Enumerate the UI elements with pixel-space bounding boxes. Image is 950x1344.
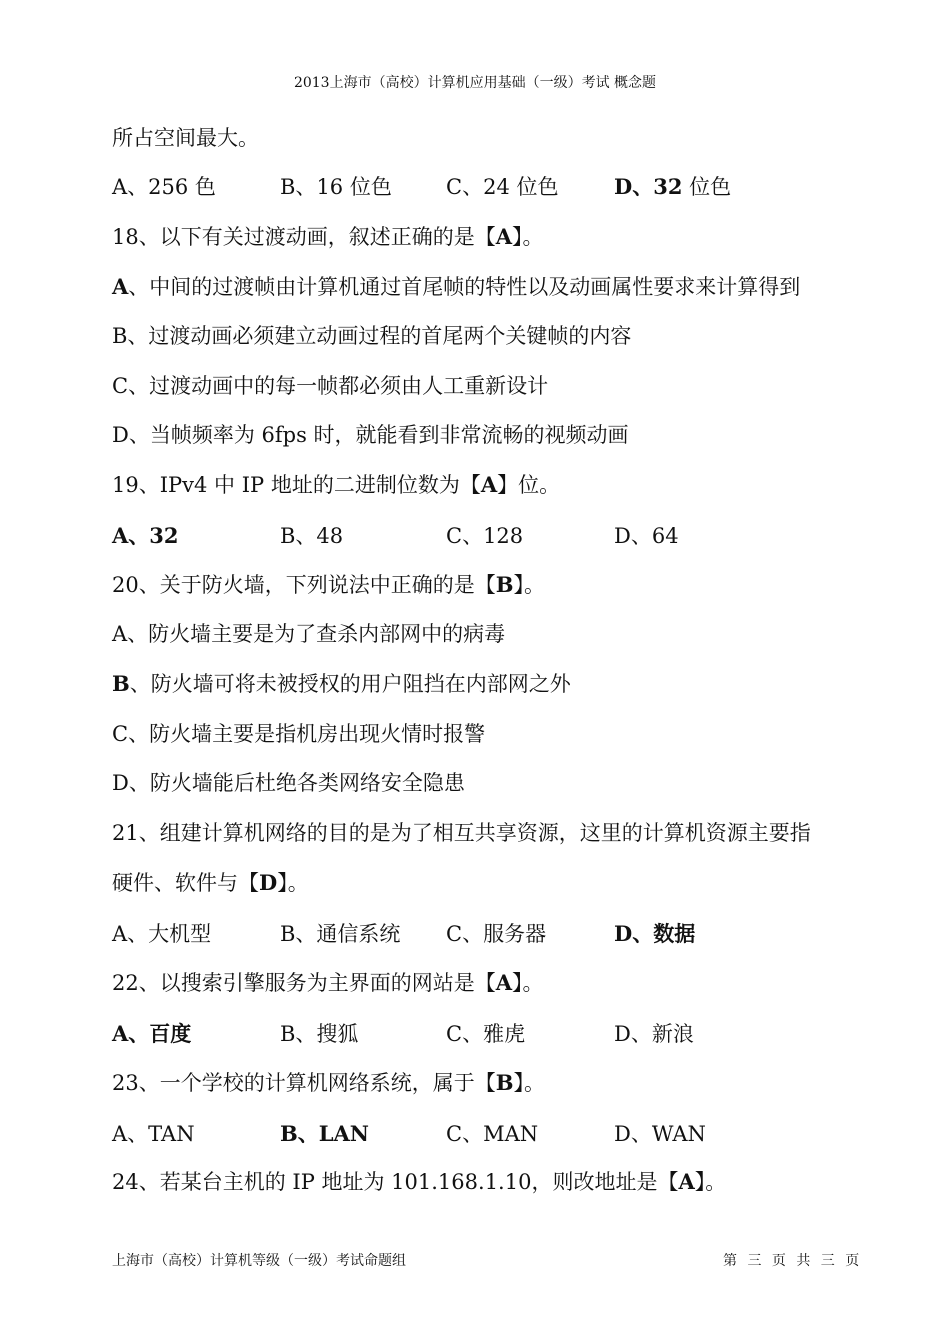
option-d: D、WAN [614,1122,706,1146]
question-20-option-d: D、防火墙能后杜绝各类网络安全隐患 [112,771,465,795]
option-b: B、LAN [280,1121,370,1146]
option-b: B、通信系统 [280,922,401,946]
option-c: C、128 [446,524,524,548]
option-c: C、24 位色 [446,175,559,199]
footer-page-number: 第 三 页 共 三 页 [723,1253,863,1269]
option-d: D、64 [614,524,679,548]
answer: A [480,472,498,497]
answer: D [259,870,278,895]
question-24-stem: 24、若某台主机的 IP 地址为 101.168.1.10，则改地址是【A】。 [112,1169,727,1194]
answer: A [495,970,513,995]
answer: B [495,572,514,597]
page-header: 2013上海市（高校）计算机应用基础（一级）考试 概念题 [293,75,657,91]
answer: A [495,224,513,249]
question-21-stem-line1: 21、组建计算机网络的目的是为了相互共享资源，这里的计算机资源主要指 [112,821,811,845]
option-b: B、16 位色 [280,175,392,199]
option-c: C、雅虎 [446,1022,526,1046]
option-a: A、256 色 [112,175,216,199]
option-a: A、32 [112,523,179,548]
option-b: B、搜狐 [280,1022,359,1046]
option-d: D、新浪 [614,1022,694,1046]
question-18-stem: 18、以下有关过渡动画，叙述正确的是【A】。 [112,224,544,249]
question-19-stem: 19、IPv4 中 IP 地址的二进制位数为【A】位。 [112,472,561,497]
option-b: B、48 [280,524,344,548]
question-18-option-b: B、过渡动画必须建立动画过程的首尾两个关键帧的内容 [112,324,632,348]
question-23-stem: 23、一个学校的计算机网络系统，属于【B】。 [112,1070,545,1095]
question-18-option-a: A、中间的过渡帧由计算机通过首尾帧的特性以及动画属性要求来计算得到 [112,274,801,299]
option-a: A、大机型 [112,922,212,946]
question-20-option-b: B、防火墙可将未被授权的用户阻挡在内部网之外 [112,671,571,696]
question-21-stem-line2: 硬件、软件与【D】。 [112,870,309,895]
option-c: C、服务器 [446,922,547,946]
question-18-option-d: D、当帧频率为 6fps 时，就能看到非常流畅的视频动画 [112,423,629,447]
question-18-option-c: C、过渡动画中的每一帧都必须由人工重新设计 [112,374,549,398]
question-20-option-a: A、防火墙主要是为了查杀内部网中的病毒 [112,622,506,646]
option-d: D、32 位色 [614,174,732,199]
question-20-option-c: C、防火墙主要是指机房出现火情时报警 [112,722,486,746]
question-20-stem: 20、关于防火墙，下列说法中正确的是【B】。 [112,572,545,597]
footer-organization: 上海市（高校）计算机等级（一级）考试命题组 [112,1253,406,1269]
answer: A [678,1169,695,1194]
question-17-tail: 所占空间最大。 [112,126,259,150]
question-22-stem: 22、以搜索引擎服务为主界面的网站是【A】。 [112,970,544,995]
option-a: A、百度 [112,1021,192,1046]
option-c: C、MAN [446,1122,539,1146]
answer: B [495,1070,514,1095]
option-a: A、TAN [112,1122,195,1146]
option-d: D、数据 [614,921,696,946]
